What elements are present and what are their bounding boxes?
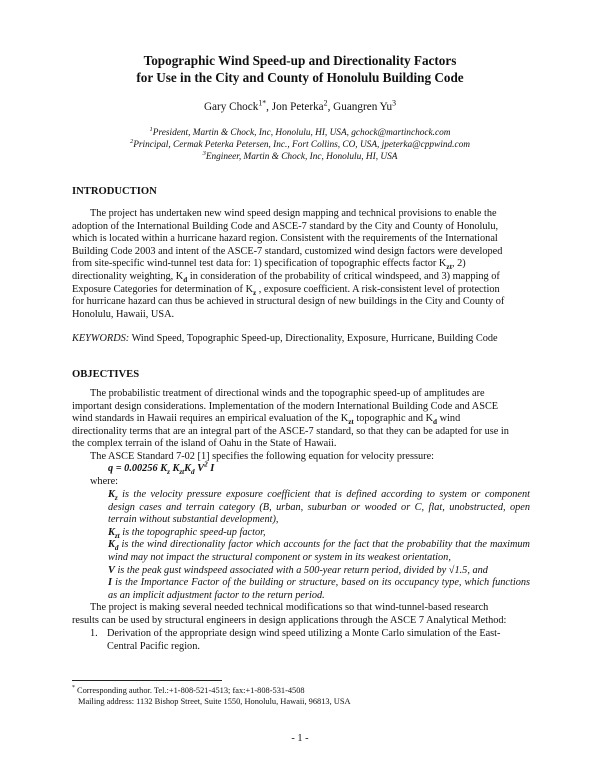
author-sup: 1* [258,98,267,108]
affiliation-text: President, Martin & Chock, Inc, Honolulu, HI, USA, gchock@martinchock.com [152,128,451,138]
affiliation [0,127,600,139]
affiliation-text: Principal, Cermak Peterka Petersen, Inc., Fort Collins, CO, USA, jpeterka@cppwind.com [133,140,470,150]
definition-item: $K_{zt}$ is the topographic speed-up factor, [108,526,266,540]
text-line: important design considerations. Implementation of the modern International Building Code and ASCE [72,400,499,412]
affiliation [0,139,600,151]
affiliation-sup: 1 [149,125,153,133]
text-line: results can be used by structural engineers in design applications through the ASCE 7 Analytical Method: [72,614,507,626]
text-line: directionality weighting, $K_d$ in consideration of the probability of critical windspeed, and 3) mapping of [72,270,500,285]
text-line: Honolulu, Hawaii, USA. [72,308,175,320]
section-heading-objectives: OBJECTIVES [72,369,140,380]
keywords-label: KEYWORDS: [72,333,130,344]
where-label: where: [90,476,119,487]
definition-item: V is the peak gust windspeed associated with a 500-year return period, divided by √1.5, and [108,564,488,576]
text-line: from site-specific wind-tunnel test data for: 1) specification of topographic effects factor $K_{zt}$, 2) [72,258,466,272]
affiliation-text: Engineer, Martin & Chock, Inc, Honolulu, HI, USA [205,152,398,162]
text-line: adoption of the International Building Code and ASCE-7 standard by the City and County of Honolulu, [72,220,499,232]
footnote-line: * Corresponding author. Tel.:+1-808-521-4513; fax:+1-808-531-4508 [72,685,305,695]
keywords-text: Wind Speed, Topographic Speed-up, Directionality, Exposure, Hurricane, Building Code [131,333,498,344]
list-number: 1. [90,628,98,639]
author-list: Gary Chock$^{1*}$, Jon Peterka$^2$, Guangren Yu$^3$ [203,98,397,113]
text-line: which is located within a hurricane hazard region. Consistent with the requirements of the International [72,233,498,245]
page-number: - 1 - [291,733,309,744]
affiliation [0,151,600,163]
author-name: Gary Chock [203,101,259,113]
intro-paragraph [72,208,530,321]
author-name: Jon Peterka [271,101,324,113]
asce-equation-intro: The ASCE Standard 7-02 [1] specifies the following equation for velocity pressure: [90,451,435,462]
variable-definitions [108,489,530,602]
affiliation-sup: 2 [130,137,134,145]
author-sup: 3 [392,98,397,108]
author-name: Guangren Yu [333,101,393,113]
section-heading-introduction: INTRODUCTION [72,186,157,197]
list-item: Derivation of the appropriate design wind speed utilizing a Monte Carlo simulation of the East- Central Pacific region. [107,628,501,652]
footnote-line: Mailing address: 1132 Bishop Street, Suite 1550, Honolulu, Hawaii, 96813, USA [78,697,351,706]
objectives-paragraph-1 [72,388,530,451]
definition-item: $K_d$ is the wind directionality factor which accounts for the fact that the probability that the maximum wind may not impact the structural component or system in its weakest orientation, [108,539,530,563]
footnote [72,685,351,707]
text-line: for hurricane hazard can thus be achieved in structural design of new buildings in the City and County of [72,296,505,308]
text-line: The project has undertaken new wind speed design mapping and technical provisions to enable the [90,208,497,219]
text-line: Building Code 2003 and intent of the ASCE-7 standard, customized wind design factors were developed [72,245,503,257]
definition-item: I is the Importance Factor of the building or structure, based on its occupancy type, which functions as an implicit adjustment factor to the return period. [108,577,530,601]
affiliation-sup: 3 [202,149,206,157]
paper-title [0,52,600,86]
text-line: the complex terrain of the island of Oahu in the State of Hawaii. [72,438,337,450]
text-line: directionality terms that are an integral part of the ASCE-7 standard, so that they can be adapted for use in [72,425,509,437]
affiliations [0,127,600,163]
author-sup: 2 [323,98,328,108]
velocity-pressure-equation: q = 0.00256 $K_z$ $K_{zt}K_d$ $V^2$ I [108,460,215,477]
text-line: wind standards in Hawaii requires an empirical evaluation of the $K_{zt}$ topographic and $K_d$ wind [72,413,461,427]
definition-item: $K_z$ is the velocity pressure exposure coefficient that is defined according to system or component design cases and terrain category (B, urban, suburban or wooded or C, flat, unobstructed, open terrain without substantial development), [108,489,530,526]
objectives-paragraph-2 [72,602,530,627]
text-line: Exposure Categories for determination of $K_z$ , exposure coefficient. A risk-consistent level of protection [72,283,500,297]
footnote-divider [72,680,222,681]
title-line-1: Topographic Wind Speed-up and Directionality Factors [143,53,457,68]
keywords [72,333,498,346]
text-line: The probabilistic treatment of directional winds and the topographic speed-up of amplitudes are [90,388,485,399]
title-line-2: for Use in the City and County of Honolulu Building Code [136,70,464,85]
text-line: The project is making several needed technical modifications so that wind-tunnel-based research [90,602,489,613]
